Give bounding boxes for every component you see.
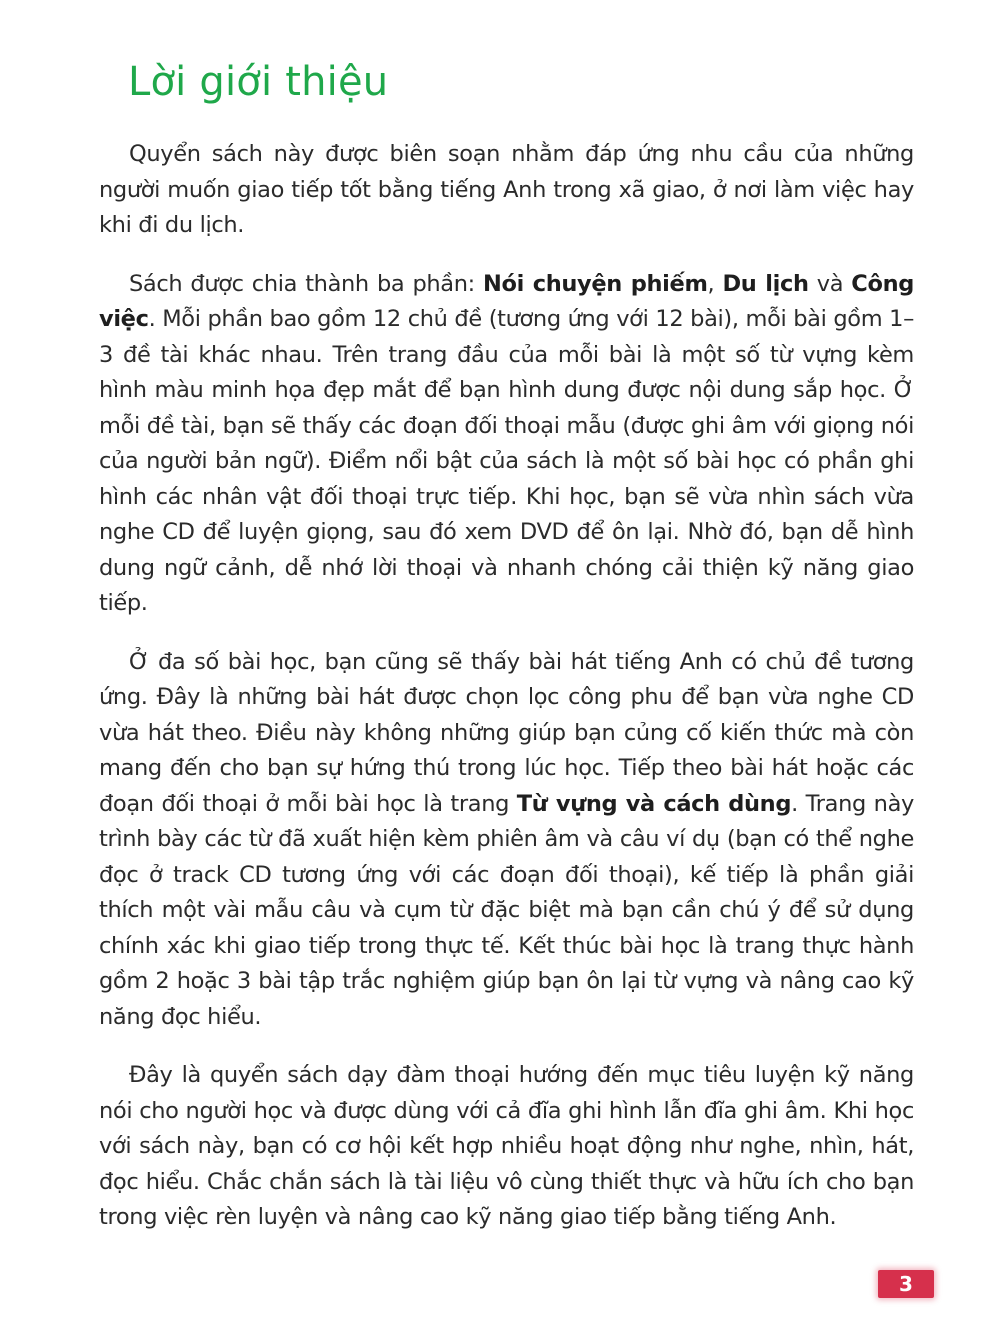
paragraph-songs-lead: Ở đa số bài học, bạn cũng sẽ thấy bài hát tiếng Anh có chủ đề tương ứng. Đây là những bài hát được chọn lọc công phu để bạn vừa nghe CD vừa hát theo. Điều này không những giúp bạn củng cố kiến thức mà còn mang đến cho bạn sự hứng thú trong lúc học. Tiếp theo bài hát hoặc các đoạn đối thoại ở mỗi bài học là trang: [99, 648, 914, 817]
separator: ,: [707, 270, 723, 297]
paragraph-structure-rest: . Mỗi phần bao gồm 12 chủ đề (tương ứng với 12 bài), mỗi bài gồm 1–3 đề tài khác nhau. Trên trang đầu của mỗi bài là một số từ vựng kèm hình màu minh họa đẹp mắt để bạn hình dung được nội dung sắp học. Ở mỗi đề tài, bạn sẽ thấy các đoạn đối thoại mẫu (được ghi âm với giọng nói của người bản ngữ). Điểm nổi bật của sách là một số bài học có phần ghi hình các nhân vật đối thoại trực tiếp. Khi học, bạn sẽ vừa nhìn sách vừa nghe CD để luyện giọng, sau đó xem DVD để ôn lại. Nhờ đó, bạn dễ hình dung ngữ cảnh, dễ nhớ lời thoại và nhanh chóng cải thiện kỹ năng giao tiếp.: [99, 306, 914, 616]
section-name-small-talk: Nói chuyện phiếm: [482, 270, 708, 297]
paragraph-summary: Đây là quyển sách dạy đàm thoại hướng đến mục tiêu luyện kỹ năng nói cho người học và được dùng với cả đĩa ghi hình lẫn đĩa ghi âm. Khi học với sách này, bạn có cơ hội kết hợp nhiều hoạt động như nghe, nhìn, hát, đọc hiểu. Chắc chắn sách là tài liệu vô cùng thiết thực và hữu ích cho bạn trong việc rèn luyện và nâng cao kỹ năng giao tiếp bằng tiếng Anh.: [99, 1062, 914, 1230]
section-name-work: Công việc: [99, 270, 914, 332]
page-number-badge: [878, 1270, 934, 1298]
page-number: 3: [899, 1272, 913, 1296]
paragraph-songs-rest: . Trang này trình bày các từ đã xuất hiện kèm phiên âm và câu ví dụ (bạn có thể nghe đọc ở track CD tương ứng với các đoạn đối thoại), kế tiếp là phần giải thích một vài mẫu câu và cụm từ đặc biệt mà bạn cần chú ý để sử dụng chính xác khi giao tiếp trong thực tế. Kết thúc bài học là trang thực hành gồm 2 hoặc 3 bài tập trắc nghiệm giúp bạn ôn lại từ vựng và nâng cao kỹ năng đọc hiểu.: [99, 790, 914, 1030]
section-name-travel: Du lịch: [722, 270, 809, 297]
intro-body: [99, 137, 914, 1259]
page-title: Lời giới thiệu: [128, 59, 389, 105]
vocab-page-name: Từ vựng và cách dùng: [516, 790, 792, 817]
paragraph-purpose: Quyển sách này được biên soạn nhằm đáp ứng nhu cầu của những người muốn giao tiếp tốt bằng tiếng Anh trong xã giao, ở nơi làm việc hay khi đi du lịch.: [99, 141, 914, 238]
paragraph-structure: [99, 267, 914, 622]
separator: và: [808, 270, 852, 297]
paragraph-songs: [99, 645, 914, 1036]
paragraph-structure-lead: Sách được chia thành ba phần:: [129, 270, 483, 297]
